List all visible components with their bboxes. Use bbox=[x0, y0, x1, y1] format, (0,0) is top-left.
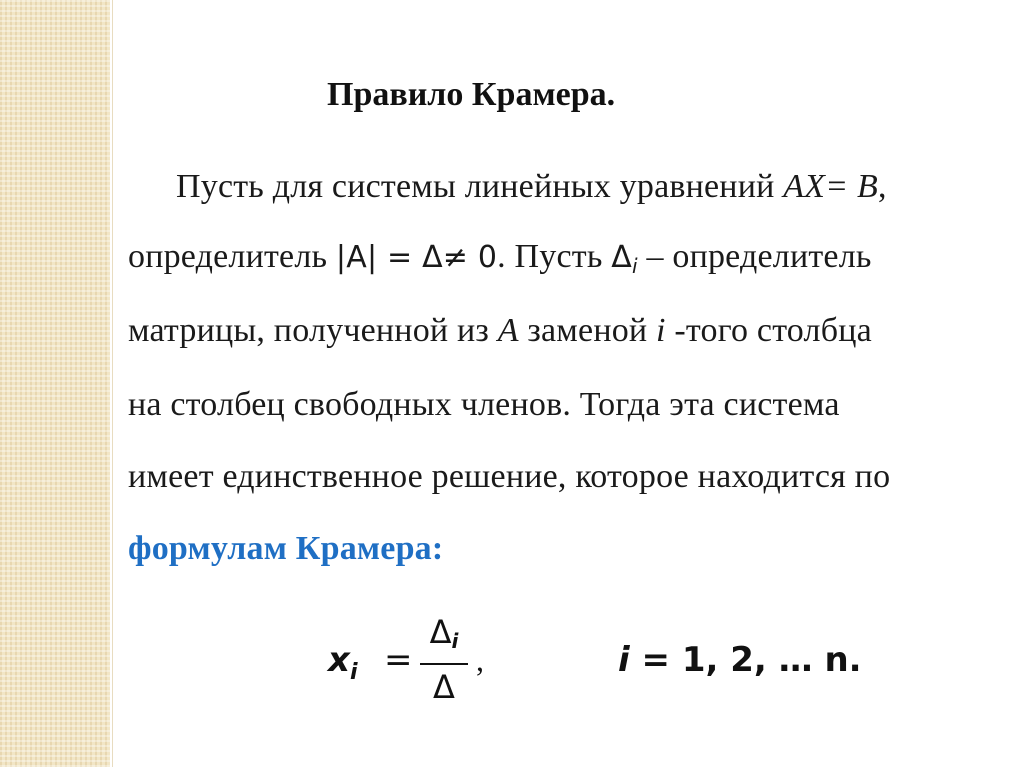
line-1-text: Пусть для системы линейных уравнений bbox=[176, 168, 784, 205]
fraction-numerator: $\Delta_i$ bbox=[429, 613, 459, 653]
paragraph-line-4: на столбец свободных членов. Тогда эта система bbox=[128, 386, 840, 423]
slide-title: Правило Крамера. bbox=[327, 76, 616, 113]
formula-equals: = bbox=[384, 640, 413, 680]
cramer-formulas-heading: формулам Крамера: bbox=[128, 530, 444, 567]
paragraph-line-3 bbox=[128, 312, 872, 350]
formula-index-range bbox=[618, 640, 862, 680]
formula-lhs: $x_i$ bbox=[328, 640, 358, 685]
index-i: i bbox=[656, 312, 666, 349]
paragraph-line-5: имеет единственное решение, которое находится по bbox=[128, 458, 891, 495]
numerator-subscript: i bbox=[451, 629, 459, 653]
line-3-text-2: заменой bbox=[518, 312, 657, 349]
line-2-mid: . Пусть bbox=[497, 238, 612, 275]
line-2-end: – определитель bbox=[637, 238, 872, 275]
line-3-text-1: матрицы, полученной из bbox=[128, 312, 498, 349]
paragraph-line-1 bbox=[176, 168, 887, 206]
line-2-text: определитель bbox=[128, 238, 336, 275]
delta-subscript: i bbox=[632, 254, 638, 278]
paragraph-line-2 bbox=[128, 238, 872, 278]
decorative-side-strip bbox=[0, 0, 110, 767]
delta-symbol: Δ bbox=[611, 240, 632, 275]
formula-lhs-subscript: i bbox=[349, 660, 358, 685]
line-1-comma: , bbox=[877, 168, 887, 205]
range-variable: i bbox=[618, 640, 630, 680]
fraction-denominator: Δ bbox=[433, 668, 455, 706]
range-values: = 1, 2, … n. bbox=[629, 640, 862, 680]
equation-ax-b: AX= B bbox=[783, 168, 878, 205]
formula-fraction bbox=[420, 612, 468, 707]
determinant-condition: |A| = Δ≠ 0 bbox=[335, 240, 498, 275]
matrix-a: A bbox=[497, 312, 519, 349]
formula-comma: , bbox=[476, 642, 484, 678]
fraction-bar bbox=[420, 663, 468, 665]
line-3-text-3: -того столбца bbox=[665, 312, 872, 349]
side-divider bbox=[112, 0, 113, 767]
